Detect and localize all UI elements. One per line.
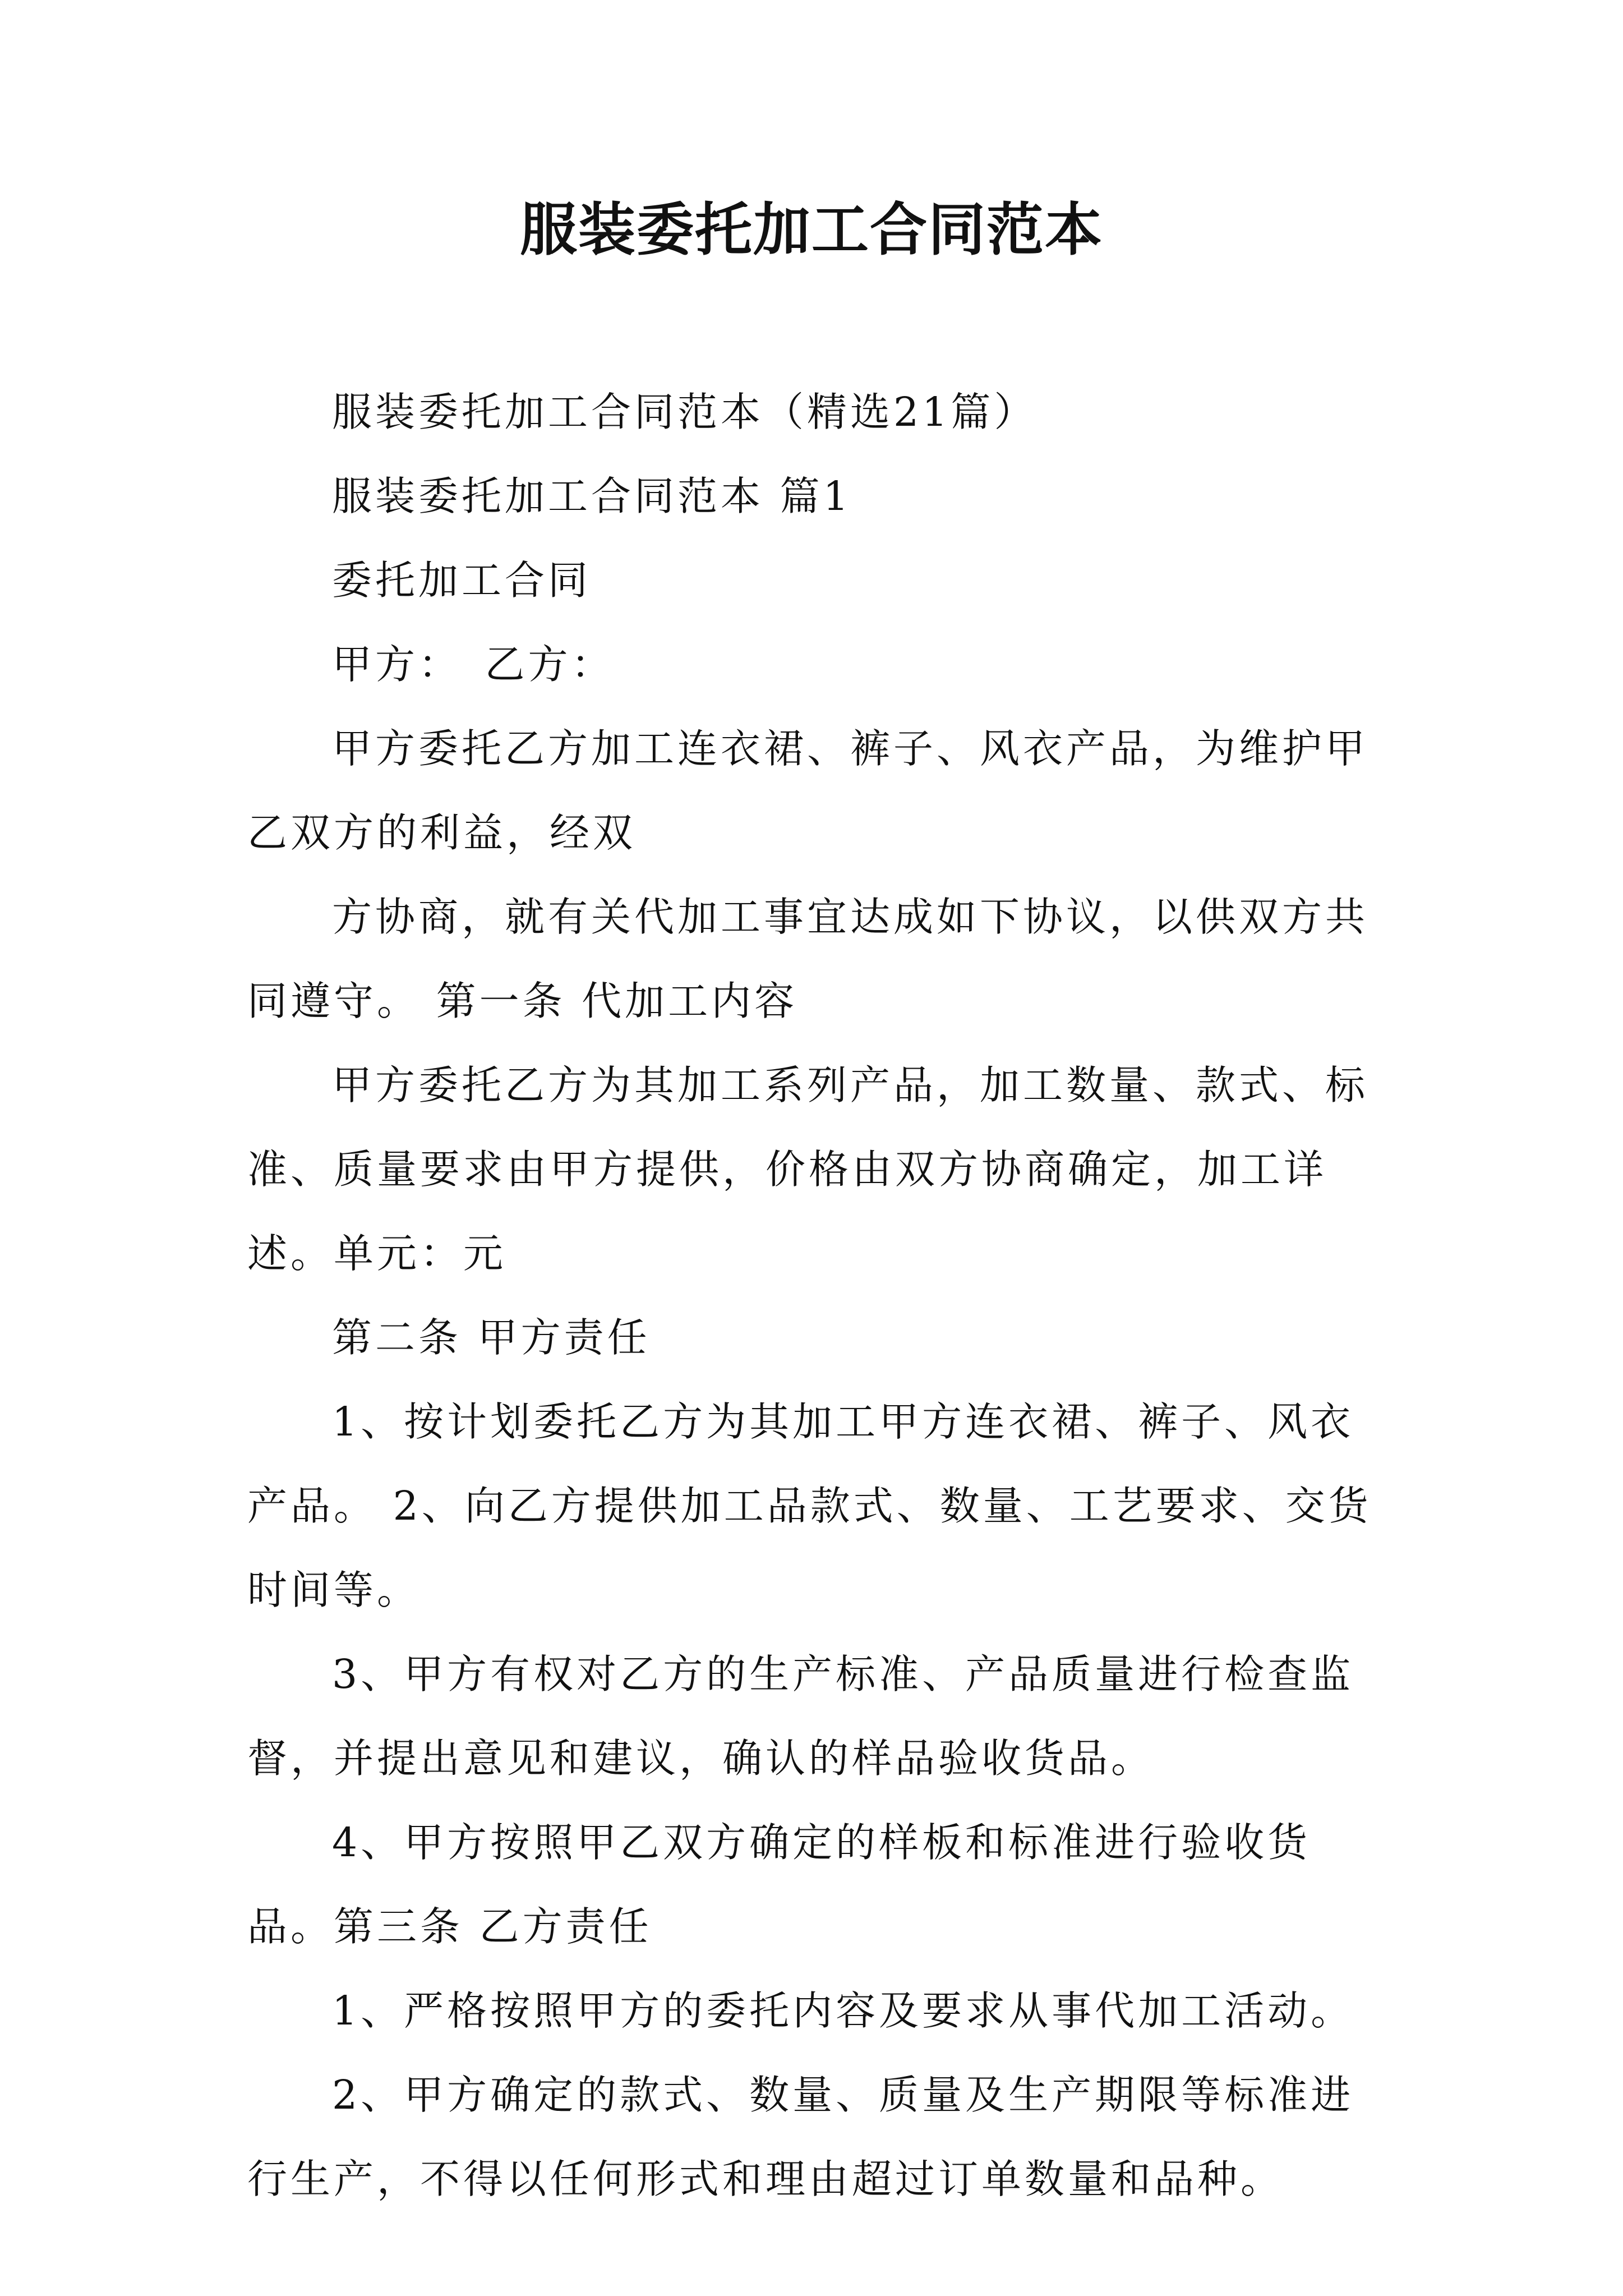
paragraph-article-2-item-4: 4、甲方按照甲乙双方确定的样板和标准进行验收货品。第三条 乙方责任 (247, 1819, 1311, 1950)
document-body (247, 370, 1391, 2221)
paragraph-article-1-content: 甲方委托乙方为其加工系列产品，加工数量、款式、标准、质量要求由甲方提供，价格由双方协商确定，加工详述。单元：元 (247, 1062, 1369, 1277)
paragraph-agreement: 方协商，就有关代加工事宜达成如下协议，以供双方共同遵守。 第一条 代加工内容 (247, 894, 1369, 1024)
paragraph-article-2-heading: 第二条 甲方责任 (332, 1314, 651, 1361)
paragraph-parties: 甲方： 乙方： (332, 641, 615, 688)
paragraph-intro: 甲方委托乙方加工连衣裙、裤子、风衣产品，为维护甲乙双方的利益，经双 (247, 725, 1369, 856)
paragraph-article-2-item-1-2: 1、按计划委托乙方为其加工甲方连衣裙、裤子、风衣产品。 2、向乙方提供加工品款式、数量、工艺要求、交货时间等。 (247, 1398, 1372, 1613)
paragraph-article-3-item-2: 2、甲方确定的款式、数量、质量及生产期限等标准进行生产，不得以任何形式和理由超过订单数量和品种。 (247, 2072, 1354, 2202)
paragraph-contract-name: 委托加工合同 (332, 557, 592, 604)
paragraph-subtitle: 服装委托加工合同范本（精选21篇） (332, 389, 1038, 435)
paragraph-article-3-item-1: 1、严格按照甲方的委托内容及要求从事代加工活动。 (332, 1987, 1354, 2034)
paragraph-article-2-item-3: 3、甲方有权对乙方的生产标准、产品质量进行检查监督，并提出意见和建议，确认的样品验收货品。 (247, 1651, 1354, 1782)
paragraph-section-heading: 服装委托加工合同范本 篇1 (332, 473, 852, 519)
document-title: 服装委托加工合同范本 (520, 196, 1103, 264)
